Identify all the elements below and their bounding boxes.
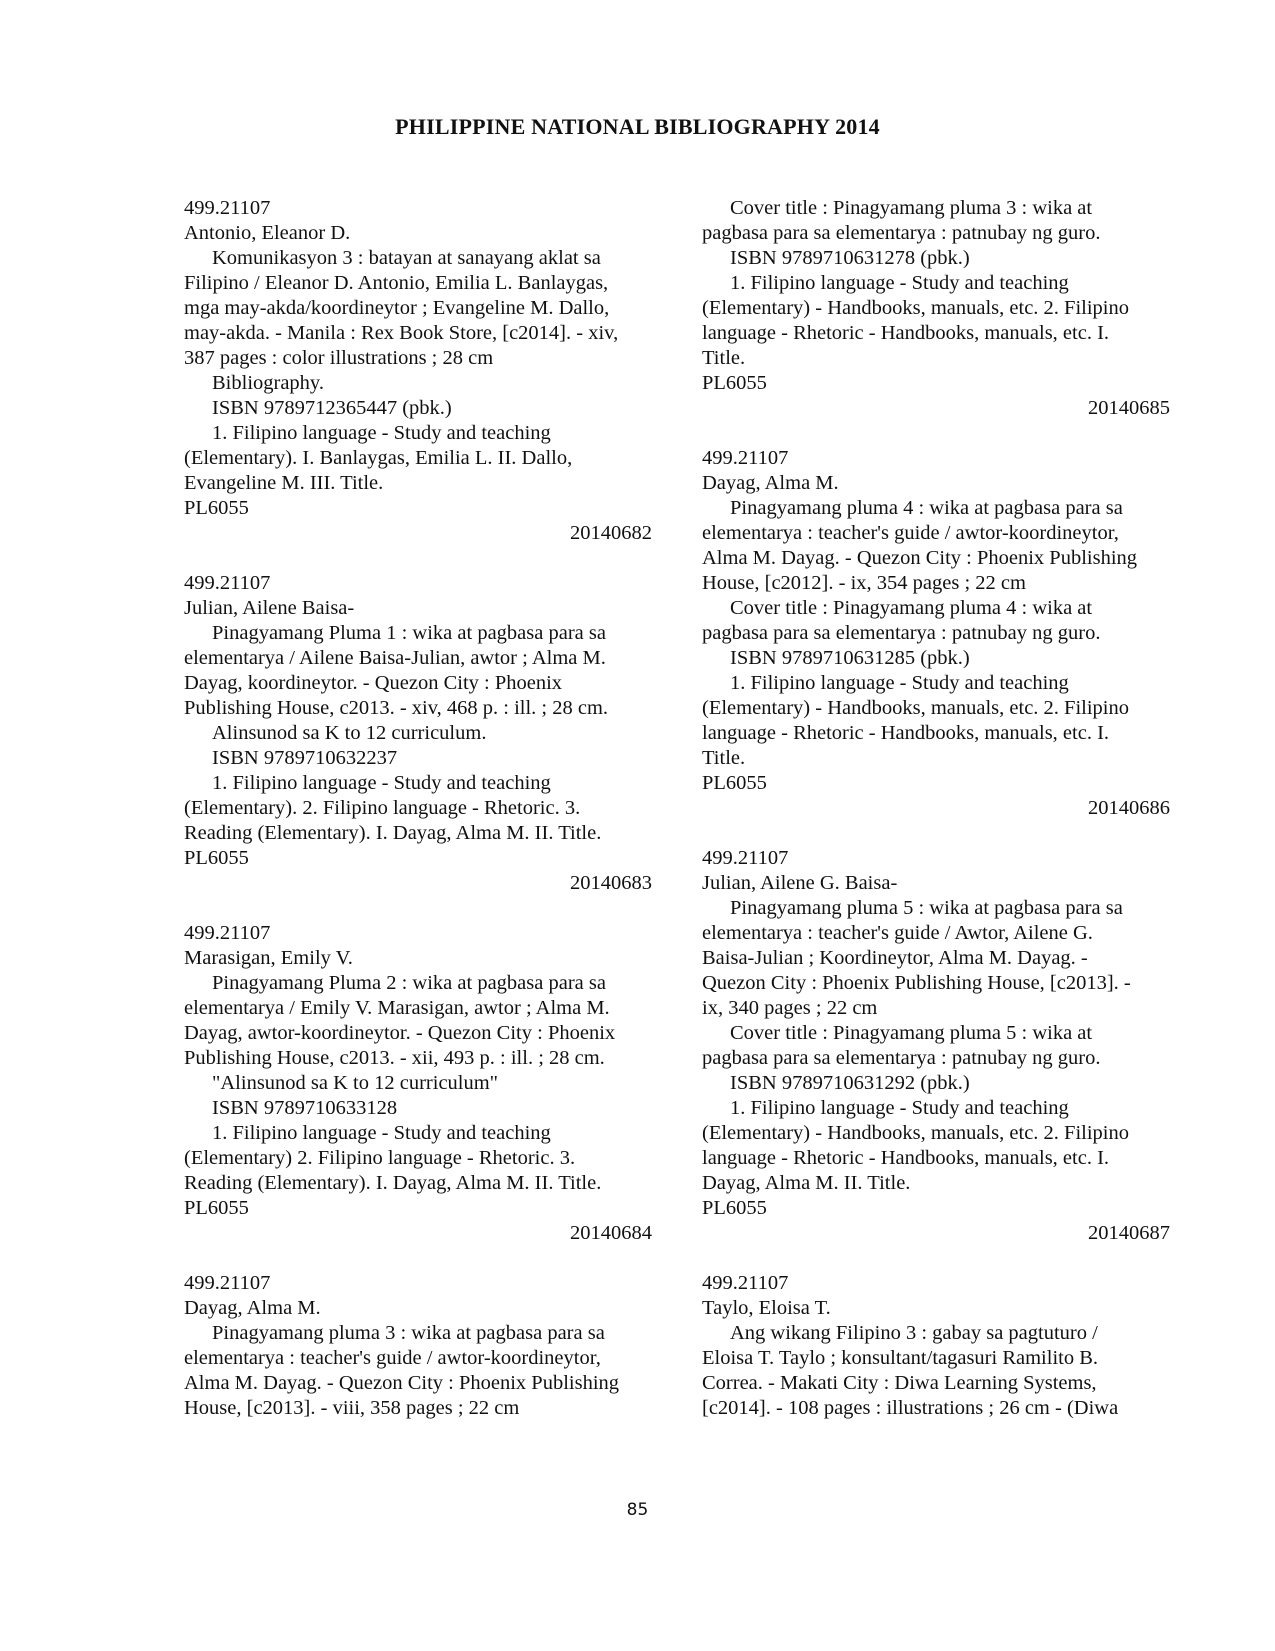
bibliography-entry <box>702 446 1186 821</box>
control-number: 20140683 <box>570 872 652 894</box>
subject-tracings: 1. Filipino language - Study and teaching <box>212 1122 551 1144</box>
call-number: 499.21107 <box>702 847 789 869</box>
publication-info: Quezon City : Phoenix Publishing House, [c2013]. - <box>702 972 1131 994</box>
subject-tracings-cont: language - Rhetoric - Handbooks, manuals, etc. I. <box>702 322 1110 344</box>
title-statement-cont: elementarya / Ailene Baisa-Julian, awtor ; Alma M. <box>184 647 606 669</box>
lc-class-number: PL6055 <box>702 372 767 394</box>
title-statement-cont: mga may-akda/koordineytor ; Evangeline M. Dallo, <box>184 297 610 319</box>
subject-tracings-cont: Dayag, Alma M. II. Title. <box>702 1172 911 1194</box>
bibliography-entry-continued <box>702 196 1186 421</box>
title-statement: Pinagyamang Pluma 1 : wika at pagbasa para sa <box>212 622 606 644</box>
bibliography-entry <box>184 571 668 896</box>
call-number: 499.21107 <box>702 447 789 469</box>
bibliography-entry <box>702 1271 1186 1421</box>
physical-description: Publishing House, c2013. - xii, 493 p. : ill. ; 28 cm. <box>184 1047 605 1069</box>
left-column <box>184 196 668 1421</box>
subject-tracings-cont: Title. <box>702 747 746 769</box>
title-statement-cont: elementarya : teacher's guide / awtor-koordineytor, <box>184 1347 601 1369</box>
physical-description: 387 pages : color illustrations ; 28 cm <box>184 347 494 369</box>
lc-class-number: PL6055 <box>184 847 249 869</box>
note: "Alinsunod sa K to 12 curriculum" <box>212 1072 499 1094</box>
cover-title-note-cont: pagbasa para sa elementarya : patnubay ng guro. <box>702 1047 1101 1069</box>
author-heading: Julian, Ailene G. Baisa- <box>702 872 898 894</box>
call-number: 499.21107 <box>184 197 271 219</box>
physical-description: Publishing House, c2013. - xiv, 468 p. : ill. ; 28 cm. <box>184 697 609 719</box>
physical-description: House, [c2012]. - ix, 354 pages ; 22 cm <box>702 572 1026 594</box>
title-statement-cont: elementarya : teacher's guide / awtor-koordineytor, <box>702 522 1119 544</box>
title-statement-cont: elementarya / Emily V. Marasigan, awtor ; Alma M. <box>184 997 610 1019</box>
physical-description: House, [c2013]. - viii, 358 pages ; 22 cm <box>184 1397 520 1419</box>
lc-class-number: PL6055 <box>702 772 767 794</box>
control-number: 20140684 <box>570 1222 652 1244</box>
cover-title-note: Cover title : Pinagyamang pluma 5 : wika at <box>730 1022 1093 1044</box>
subject-tracings-cont: language - Rhetoric - Handbooks, manuals, etc. I. <box>702 722 1110 744</box>
publication-info: Alma M. Dayag. - Quezon City : Phoenix Publishing <box>184 1372 620 1394</box>
author-heading: Dayag, Alma M. <box>702 472 839 494</box>
subject-tracings-cont: (Elementary) - Handbooks, manuals, etc. 2. Filipino <box>702 1122 1129 1144</box>
title-statement: Ang wikang Filipino 3 : gabay sa pagtuturo / <box>730 1322 1098 1344</box>
lc-class-number: PL6055 <box>184 497 249 519</box>
author-heading: Julian, Ailene Baisa- <box>184 597 355 619</box>
subject-tracings-cont: Reading (Elementary). I. Dayag, Alma M. II. Title. <box>184 1172 602 1194</box>
isbn: ISBN 9789710631292 (pbk.) <box>730 1072 970 1094</box>
subject-tracings: 1. Filipino language - Study and teaching <box>730 1097 1069 1119</box>
bibliography-entry <box>184 196 668 546</box>
subject-tracings-cont: Title. <box>702 347 746 369</box>
note: Bibliography. <box>212 372 324 394</box>
call-number: 499.21107 <box>702 1272 789 1294</box>
isbn: ISBN 9789710632237 <box>212 747 398 769</box>
physical-description: [c2014]. - 108 pages : illustrations ; 26 cm - (Diwa <box>702 1397 1119 1419</box>
bibliography-entry <box>184 1271 668 1421</box>
publication-info: Correa. - Makati City : Diwa Learning Systems, <box>702 1372 1097 1394</box>
subject-tracings-cont: (Elementary). I. Banlaygas, Emilia L. II. Dallo, <box>184 447 573 469</box>
call-number: 499.21107 <box>184 572 271 594</box>
author-heading: Taylo, Eloisa T. <box>702 1297 831 1319</box>
control-number: 20140685 <box>1088 397 1170 419</box>
cover-title-note-cont: pagbasa para sa elementarya : patnubay ng guro. <box>702 222 1101 244</box>
title-statement-cont: Eloisa T. Taylo ; konsultant/tagasuri Ramilito B. <box>702 1347 1099 1369</box>
cover-title-note: Cover title : Pinagyamang pluma 4 : wika at <box>730 597 1093 619</box>
bibliography-entry <box>184 921 668 1246</box>
title-statement: Pinagyamang Pluma 2 : wika at pagbasa para sa <box>212 972 606 994</box>
isbn: ISBN 9789712365447 (pbk.) <box>212 397 452 419</box>
cover-title-note-cont: pagbasa para sa elementarya : patnubay ng guro. <box>702 622 1101 644</box>
call-number: 499.21107 <box>184 1272 271 1294</box>
subject-tracings-cont: (Elementary) 2. Filipino language - Rhetoric. 3. <box>184 1147 576 1169</box>
control-number: 20140686 <box>1088 797 1170 819</box>
title-statement: Komunikasyon 3 : batayan at sanayang aklat sa <box>212 247 601 269</box>
author-heading: Dayag, Alma M. <box>184 1297 321 1319</box>
subject-tracings: 1. Filipino language - Study and teaching <box>212 422 551 444</box>
author-heading: Antonio, Eleanor D. <box>184 222 351 244</box>
title-statement: Pinagyamang pluma 5 : wika at pagbasa para sa <box>730 897 1123 919</box>
page-title: PHILIPPINE NATIONAL BIBLIOGRAPHY 2014 <box>395 114 880 139</box>
lc-class-number: PL6055 <box>702 1197 767 1219</box>
bibliography-entry <box>702 846 1186 1246</box>
subject-tracings-cont: (Elementary) - Handbooks, manuals, etc. 2. Filipino <box>702 697 1129 719</box>
publication-info: Dayag, koordineytor. - Quezon City : Phoenix <box>184 672 563 694</box>
title-statement: Pinagyamang pluma 4 : wika at pagbasa para sa <box>730 497 1123 519</box>
subject-tracings: 1. Filipino language - Study and teaching <box>730 272 1069 294</box>
subject-tracings-cont: Reading (Elementary). I. Dayag, Alma M. II. Title. <box>184 822 602 844</box>
subject-tracings: 1. Filipino language - Study and teaching <box>730 672 1069 694</box>
cover-title-note: Cover title : Pinagyamang pluma 3 : wika at <box>730 197 1093 219</box>
subject-tracings: 1. Filipino language - Study and teaching <box>212 772 551 794</box>
publication-info: Alma M. Dayag. - Quezon City : Phoenix Publishing <box>702 547 1138 569</box>
title-statement: Pinagyamang pluma 3 : wika at pagbasa para sa <box>212 1322 605 1344</box>
publication-info: may-akda. - Manila : Rex Book Store, [c2014]. - xiv, <box>184 322 619 344</box>
isbn: ISBN 9789710633128 <box>212 1097 398 1119</box>
call-number: 499.21107 <box>184 922 271 944</box>
title-statement-cont: Baisa-Julian ; Koordineytor, Alma M. Dayag. - <box>702 947 1088 969</box>
author-heading: Marasigan, Emily V. <box>184 947 353 969</box>
note: Alinsunod sa K to 12 curriculum. <box>212 722 487 744</box>
right-column <box>702 196 1186 1421</box>
control-number: 20140687 <box>1088 1222 1170 1244</box>
title-statement-cont: Filipino / Eleanor D. Antonio, Emilia L. Banlaygas, <box>184 272 609 294</box>
isbn: ISBN 9789710631285 (pbk.) <box>730 647 970 669</box>
subject-tracings-cont: Evangeline M. III. Title. <box>184 472 384 494</box>
isbn: ISBN 9789710631278 (pbk.) <box>730 247 970 269</box>
publication-info: Dayag, awtor-koordineytor. - Quezon City : Phoenix <box>184 1022 616 1044</box>
subject-tracings-cont: language - Rhetoric - Handbooks, manuals, etc. I. <box>702 1147 1110 1169</box>
title-statement-cont: elementarya : teacher's guide / Awtor, Ailene G. <box>702 922 1093 944</box>
subject-tracings-cont: (Elementary) - Handbooks, manuals, etc. 2. Filipino <box>702 297 1129 319</box>
page-number: 85 <box>626 1500 649 1520</box>
control-number: 20140682 <box>570 522 652 544</box>
physical-description: ix, 340 pages ; 22 cm <box>702 997 878 1019</box>
lc-class-number: PL6055 <box>184 1197 249 1219</box>
subject-tracings-cont: (Elementary). 2. Filipino language - Rhetoric. 3. <box>184 797 581 819</box>
